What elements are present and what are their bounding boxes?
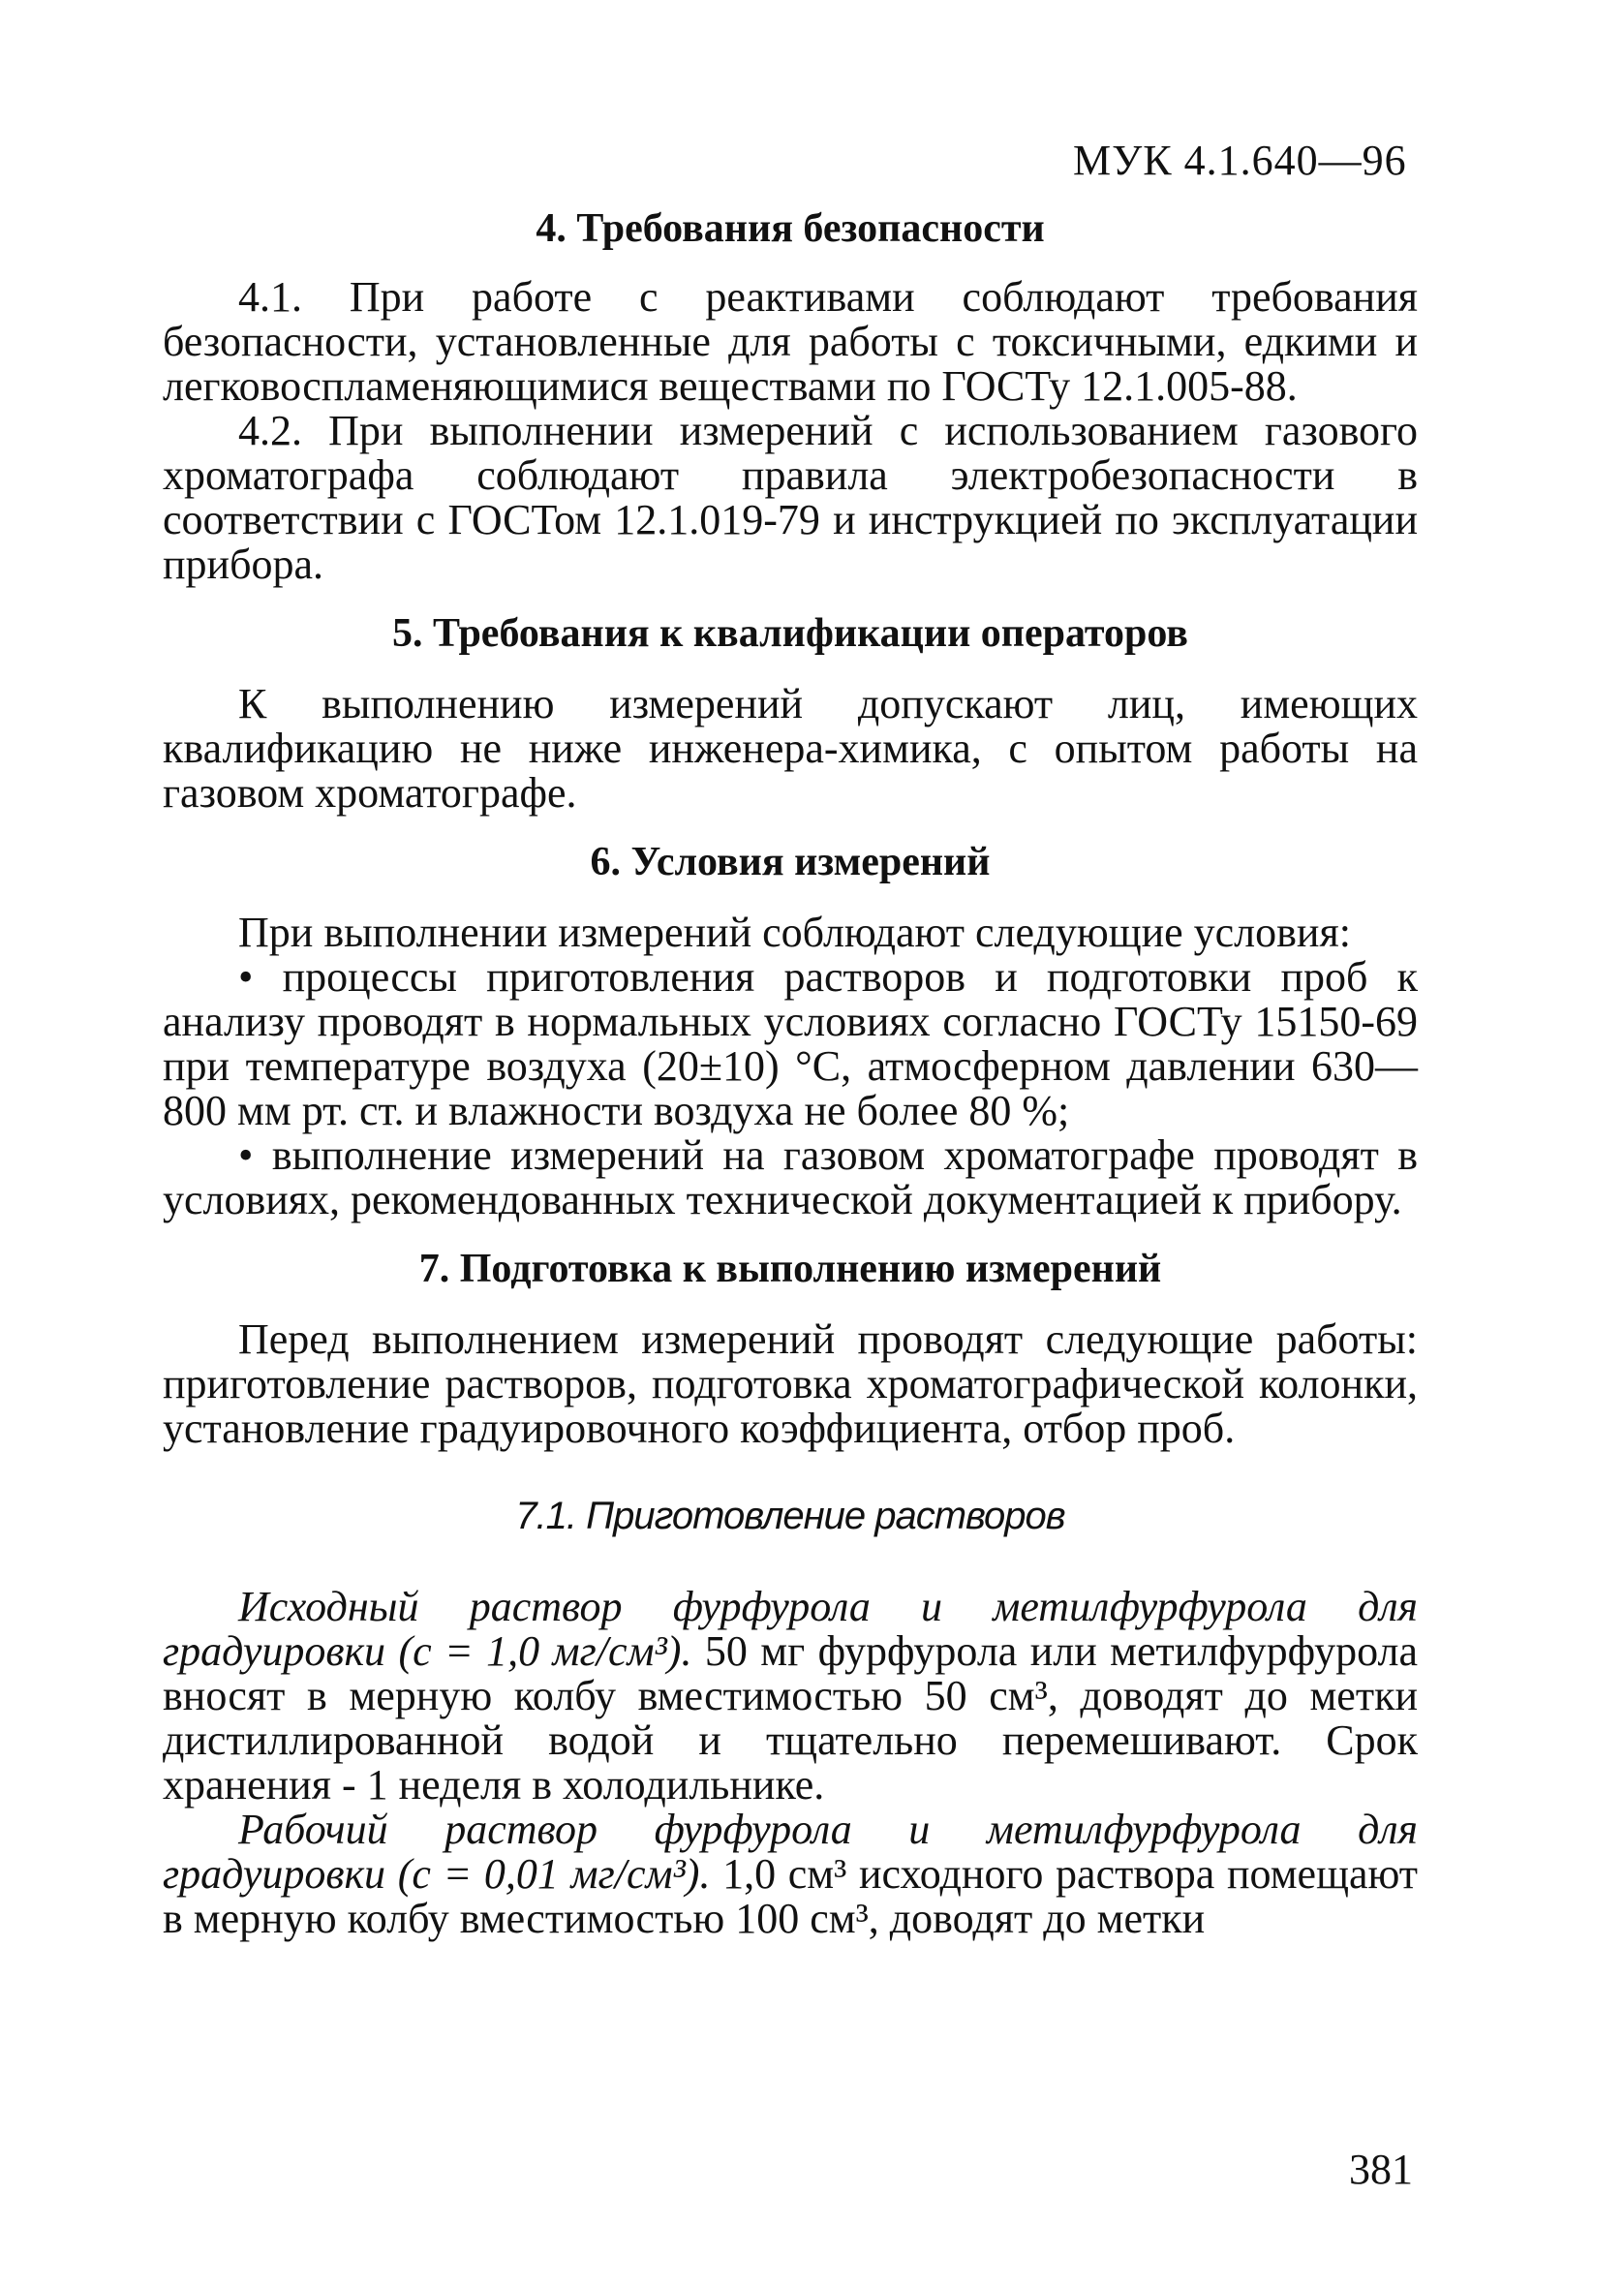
section-4-title: 4. Требования безопасности [536, 206, 1045, 251]
page-content [163, 203, 1418, 1941]
bullet-text: выполнение измерений на газовом хроматографе проводят в условиях, рекомендованных технической документацией к прибору. [163, 1131, 1419, 1223]
bullet-text: процессы приготовления растворов и подготовки проб к анализу проводят в нормальных условиях согласно ГОСТу 15150-69 при температуре воздуха (20±10) °С, атмосферном давлении 630—800 мм рт. ст. и влажности воздуха не более 80 %; [163, 953, 1419, 1134]
section-6-title: 6. Условия измерений [590, 840, 991, 884]
stock-solution-text: 50 мг фурфурола или метилфурфурола вносят в мерную колбу вместимостью 50 см³, доводят до метки дистиллированной водой и тщательно перемешивают. Срок хранения - 1 неделя в холодильнике. [163, 1627, 1418, 1809]
working-solution-text: 1,0 см³ исходного раствора помещают в мерную колбу вместимостью 100 см³, доводят до метки [163, 1850, 1418, 1942]
document-code: МУК 4.1.640—96 [1073, 137, 1407, 184]
section-6-bullet-2 [163, 1133, 1418, 1222]
subsection-7-1-title: 7.1. Приготовление растворов [515, 1495, 1065, 1537]
section-7-title: 7. Подготовка к выполнению измерений [418, 1247, 1162, 1291]
section-4-paragraph-2: 4.2. При выполнении измерений с использованием газового хроматографа соблюдают правила электробезопасности в соответствии с ГОСТом 12.1.019-79 и инструкцией по эксплуатации прибора. [163, 407, 1418, 588]
section-6-paragraph-1: При выполнении измерений соблюдают следующие условия: [238, 909, 1351, 956]
section-4-paragraph-1: 4.1. При работе с реактивами соблюдают требования безопасности, установленные для работы с токсичными, едкими и легковоспламеняющимися веществами по ГОСТу 12.1.005-88. [163, 273, 1418, 410]
working-solution-heading: Рабочий раствор фурфурола и метилфурфурола для градуировки (с = 0,01 мг/см³). [163, 1806, 1418, 1898]
page-number: 381 [1349, 2146, 1413, 2193]
section-5-paragraph-1: К выполнению измерений допускают лиц, имеющих квалификацию не ниже инженера-химика, с опытом работы на газовом хроматографе. [163, 680, 1418, 817]
working-solution-paragraph [163, 1808, 1418, 1941]
section-7-paragraph-1: Перед выполнением измерений проводят следующие работы: приготовление растворов, подготовка хроматографической колонки, установление градуировочного коэффициента, отбор проб. [163, 1315, 1418, 1452]
section-6-bullet-1 [163, 955, 1418, 1133]
stock-solution-paragraph [163, 1585, 1418, 1808]
stock-solution-heading: Исходный раствор фурфурола и метилфурфурола для градуировки (с = 1,0 мг/см³). [163, 1583, 1418, 1675]
section-5-title: 5. Требования к квалификации операторов [392, 611, 1188, 656]
